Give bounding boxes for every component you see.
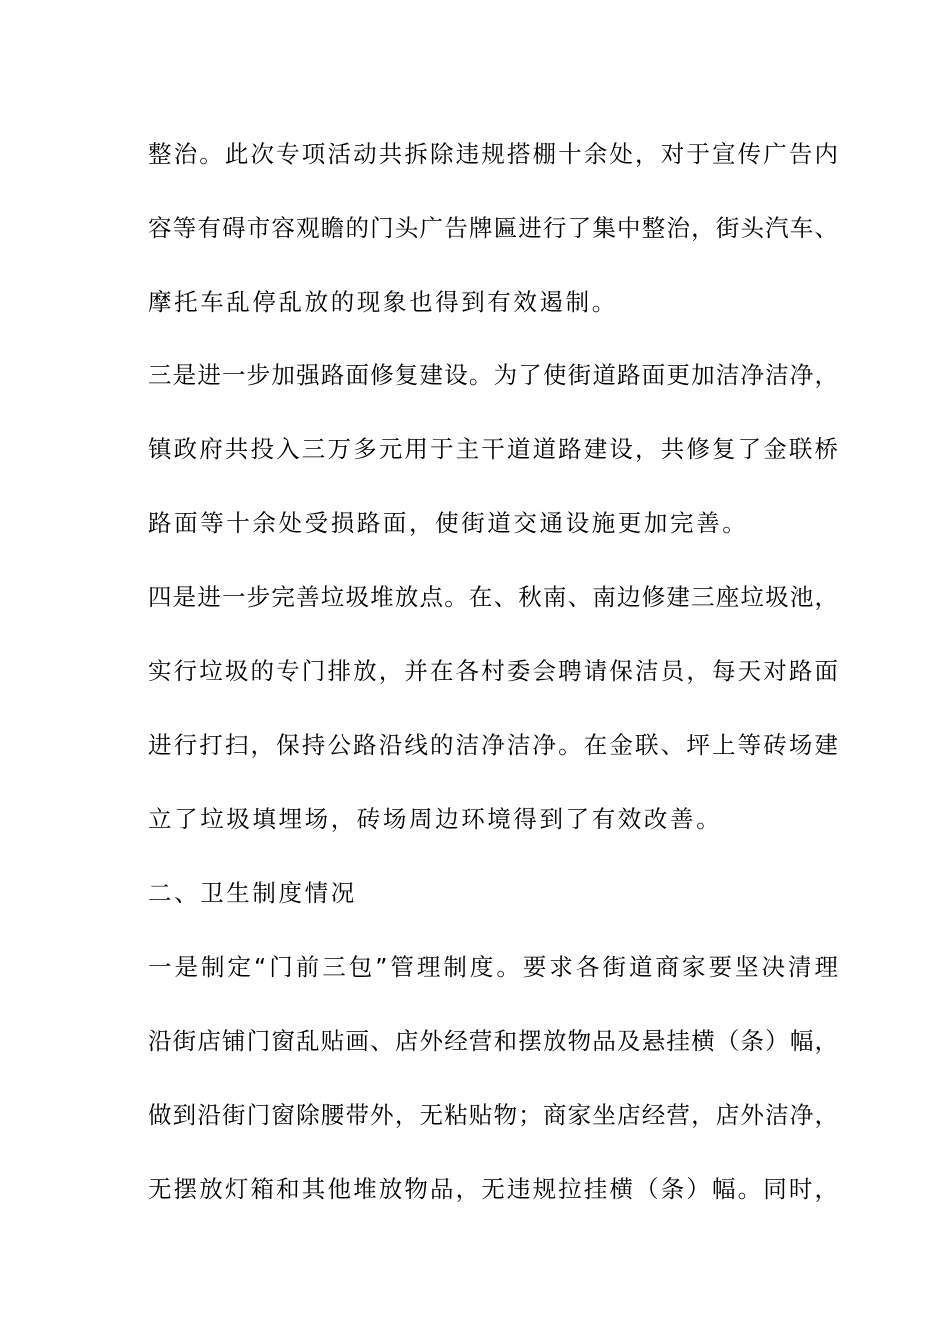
- text-line-7: 四是进一步完善垃圾堆放点。在、秋南、南边修建三座垃圾池，: [148, 583, 838, 611]
- text-line-15: 无摆放灯箱和其他堆放物品，无违规拉挂横（条）幅。同时，: [148, 1175, 838, 1203]
- text-line-2: 容等有碍市容观瞻的门头广告牌匾进行了集中整治，街头汽车、: [148, 214, 838, 242]
- text-line-9: 进行打扫，保持公路沿线的洁净洁净。在金联、坪上等砖场建: [148, 731, 838, 759]
- text-line-10: 立了垃圾填埋场，砖场周边环境得到了有效改善。: [148, 805, 723, 833]
- text-line-1: 整治。此次专项活动共拆除违规搭棚十余处，对于宣传广告内: [148, 140, 838, 168]
- text-line-13: 沿街店铺门窗乱贴画、店外经营和摆放物品及悬挂横（条）幅，: [148, 1027, 838, 1055]
- section-heading: 二、卫生制度情况: [148, 879, 357, 907]
- text-line-8: 实行垃圾的专门排放，并在各村委会聘请保洁员，每天对路面: [148, 657, 838, 685]
- text-line-6: 路面等十余处受损路面，使街道交通设施更加完善。: [148, 509, 749, 537]
- text-line-12: 一是制定“门前三包”管理制度。要求各街道商家要坚决清理: [148, 953, 838, 981]
- text-line-5: 镇政府共投入三万多元用于主干道道路建设，共修复了金联桥: [148, 435, 838, 463]
- text-line-4: 三是进一步加强路面修复建设。为了使街道路面更加洁净洁净，: [148, 361, 838, 389]
- text-line-3: 摩托车乱停乱放的现象也得到有效遏制。: [148, 288, 618, 316]
- text-line-14: 做到沿街门窗除腰带外，无粘贴物；商家坐店经营，店外洁净，: [148, 1101, 838, 1129]
